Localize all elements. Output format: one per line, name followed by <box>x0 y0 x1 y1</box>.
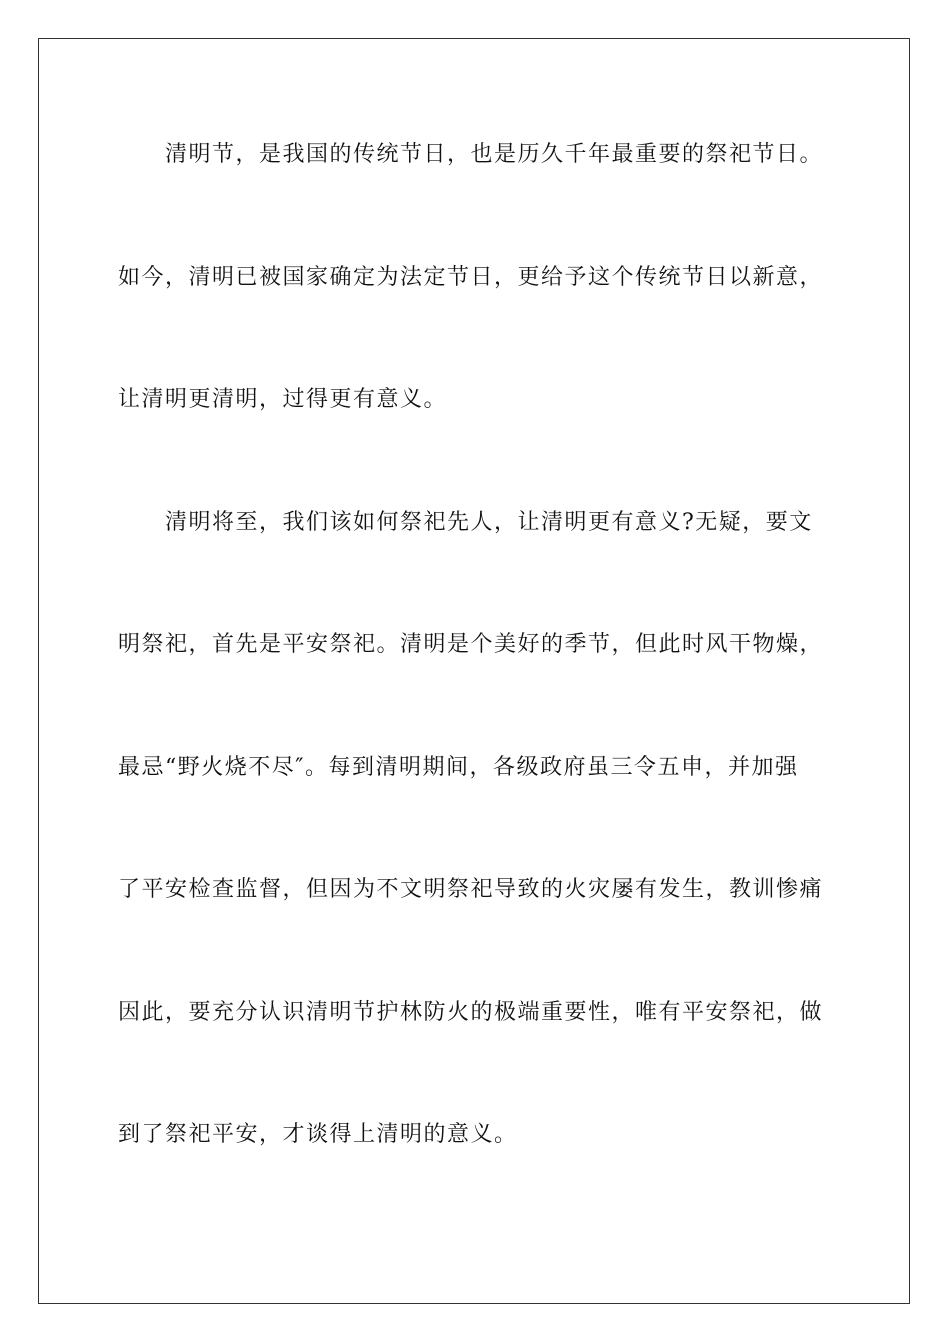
paragraph-2-line-1: 清明将至，我们该如何祭祀先人，让清明更有意义?无疑，要文 <box>165 509 813 535</box>
paragraph-2-line-4: 了平安检查监督，但因为不文明祭祀导致的火灾屡有发生，教训惨痛 <box>118 877 824 902</box>
paragraph-2-line-5: 因此，要充分认识清明节护林防火的极端重要性，唯有平安祭祀，做 <box>118 999 824 1025</box>
paragraph-2-line-2: 明祭祀，首先是平安祭祀。清明是个美好的季节，但此时风干物燥， <box>118 632 824 657</box>
paragraph-1-line-1: 清明节，是我国的传统节日，也是历久千年最重要的祭祀节日。 <box>165 142 824 167</box>
paragraph-1-line-3: 让清明更清明，过得更有意义。 <box>118 387 448 412</box>
document-body <box>118 128 834 1231</box>
paragraph-2-line-3: 最忌“野火烧不尽″。每到清明期间，各级政府虽三令五申，并加强 <box>118 754 799 780</box>
paragraph-2-line-6: 到了祭祀平安，才谈得上清明的意义。 <box>118 1122 518 1147</box>
paragraph-1-line-2: 如今，清明已被国家确定为法定节日，更给予这个传统节日以新意， <box>118 264 824 290</box>
